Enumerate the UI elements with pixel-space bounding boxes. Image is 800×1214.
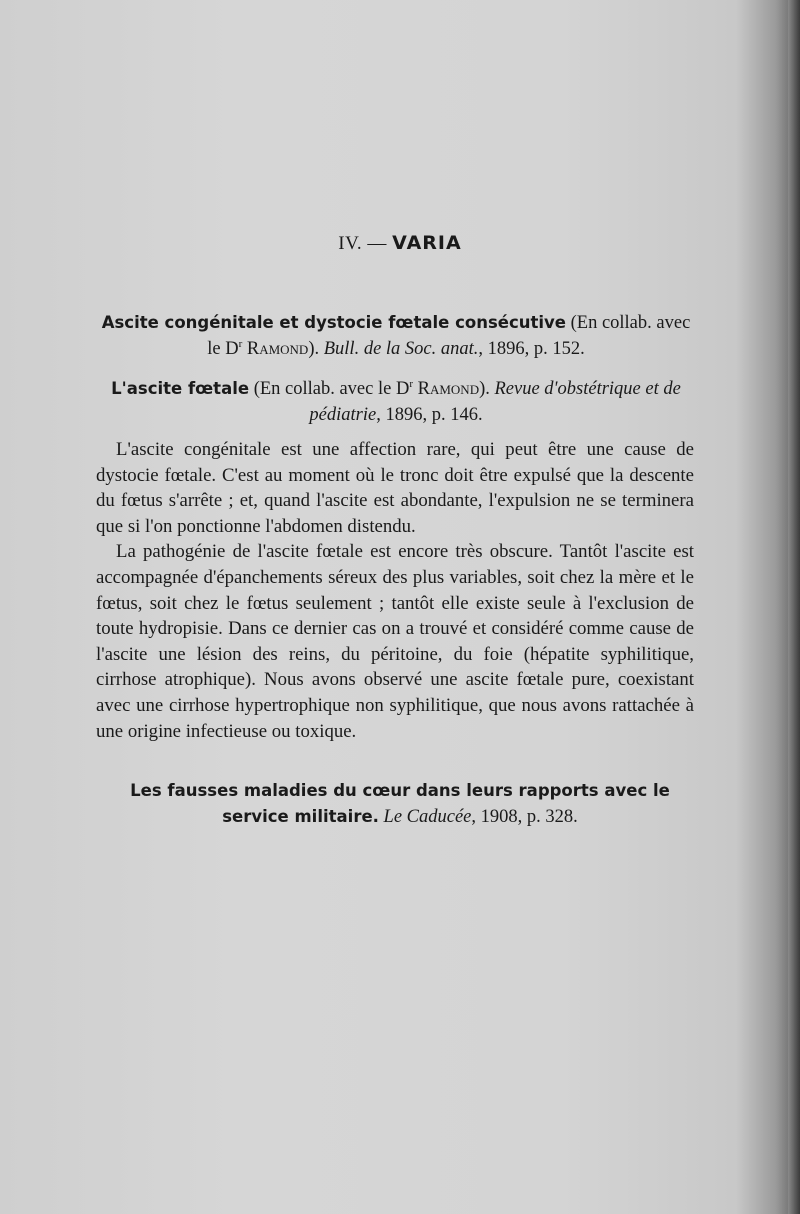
- section-number: IV. —: [338, 233, 387, 254]
- dr-superscript: r: [409, 377, 413, 390]
- bibliography-entry-3: [120, 778, 680, 830]
- entry-collab: (En collab. avec le D: [207, 313, 691, 359]
- journal-name: Bull. de la Soc. anat.: [323, 339, 479, 359]
- journal-name: Le Caducée: [383, 807, 472, 827]
- entry-title: L'ascite fœtale: [111, 379, 250, 398]
- bibliography-entry-2: L'ascite fœtale (En collab. avec le $D^r$ Ramond). Revue d'obstétrique et de pédiatrie, 1896, p. 146.: [111, 377, 681, 425]
- author-name: Ramond: [246, 339, 309, 359]
- entry-reference: , 1908, p. 328.: [471, 807, 578, 827]
- bibliography-entry-1: Ascite congénitale et dystocie fœtale consécutive (En collab. avec le $D^r$ Ramond). Bull. de la Soc. anat., 1896, p. 152.: [101, 313, 691, 359]
- section-heading: [0, 232, 800, 255]
- entry-title: Les fausses maladies du cœur dans leurs rapports avec le service militaire.: [130, 781, 670, 826]
- entry-title: Ascite congénitale et dystocie fœtale consécutive: [101, 313, 566, 332]
- entry-reference: , 1896, p. 152.: [478, 339, 585, 359]
- page-edge-shadow: [788, 0, 800, 1214]
- entry-reference: , 1896, p. 146.: [376, 405, 483, 425]
- dr-superscript: r: [238, 337, 243, 350]
- paragraph-1: L'ascite congénitale est une affection rare, qui peut être une cause de dystocie fœtale. C'est au moment où le tronc doit être expulsé que la descente du fœtus s'arrête ; et, quand l'ascite est abondante, l'expulsion ne se terminera que si l'on ponctionne l'abdomen distendu.: [96, 439, 694, 537]
- paragraph-2: La pathogénie de l'ascite fœtale est encore très obscure. Tantôt l'ascite est accompagnée d'épanchements séreux des plus variables, soit chez la mère et le fœtus, soit chez le fœtus seulement ; tantôt elle existe seule à l'exclusion de toute hydropisie. Dans ce dernier cas on a trouvé et considéré comme cause de l'ascite une lésion des reins, du péritoine, du foie (hépatite syphilitique, cirrhose atrophique). Nous avons observé une ascite fœtale pure, coexistant avec une cirrhose hypertrophique non syphilitique, que nous avons rattachée à une origine infectieuse ou toxique.: [96, 541, 694, 742]
- entry-collab: (En collab. avec le D: [253, 379, 410, 399]
- section-name: VARIA: [392, 232, 462, 254]
- author-name: Ramond: [417, 379, 480, 399]
- journal-name: Revue d'obstétrique et de pédiatrie: [309, 379, 681, 425]
- abstract-text: [96, 437, 694, 744]
